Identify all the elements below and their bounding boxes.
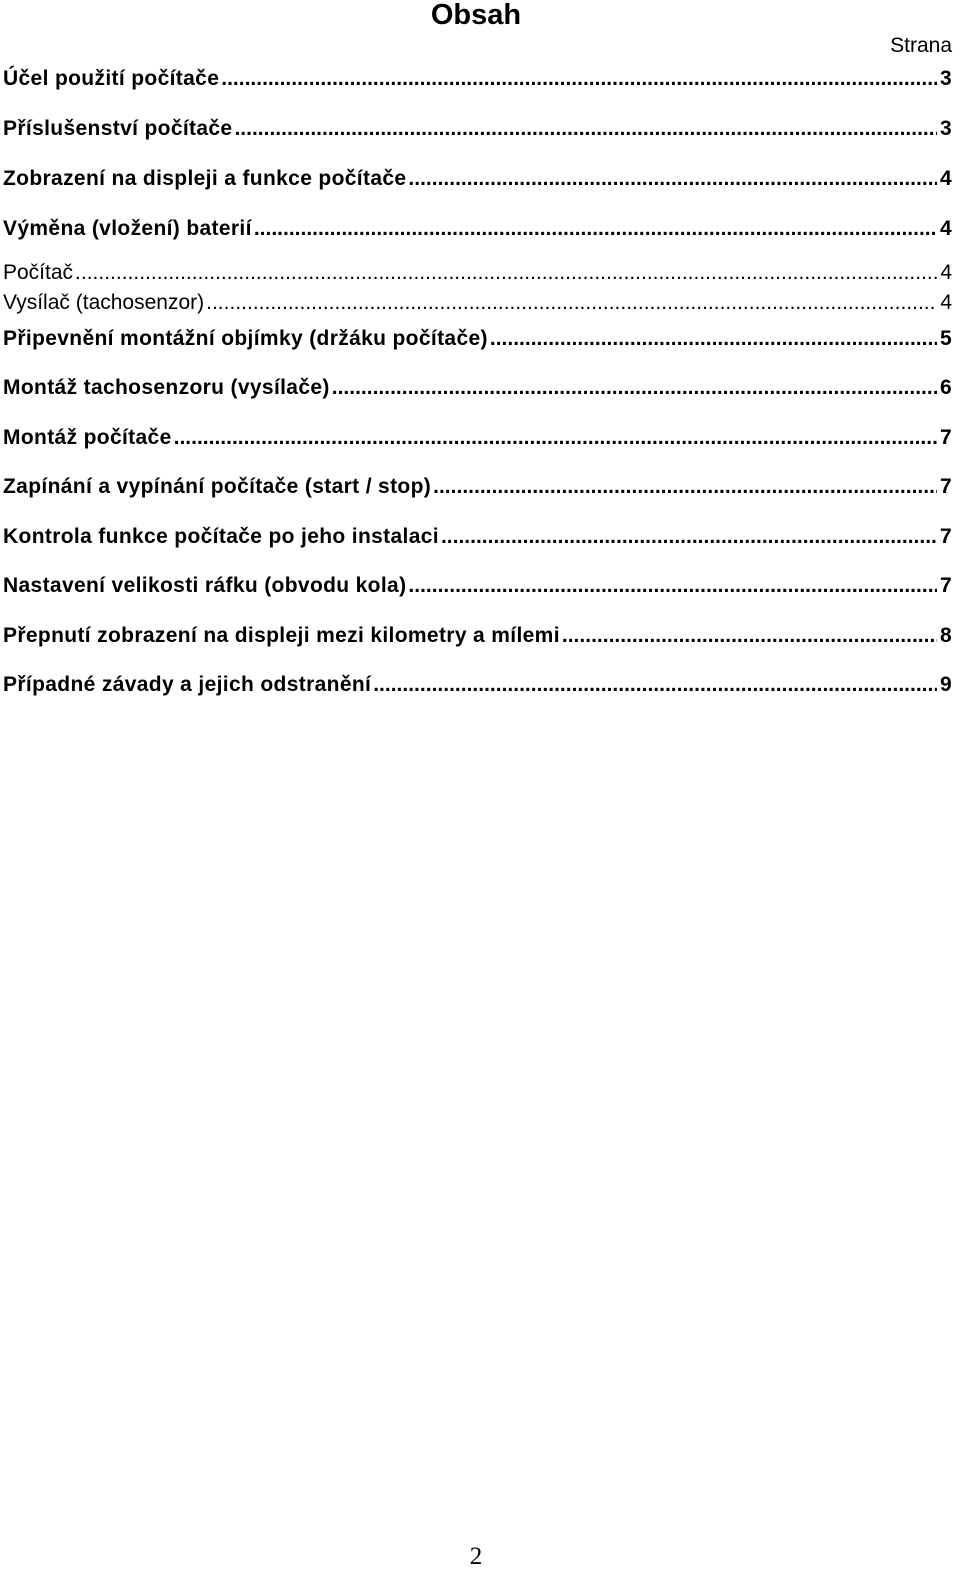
toc-entry-title: Kontrola funkce počítače po jeho instalaci — [3, 525, 439, 548]
toc-entry-page: 5 — [939, 327, 952, 350]
toc-entry[interactable] — [3, 571, 952, 601]
toc-entry-title: Připevnění montážní objímky (držáku počítače) — [3, 327, 488, 350]
page-column-label: Strana — [890, 34, 952, 57]
toc-entry-page: 8 — [939, 624, 952, 647]
toc-entry-page: 3 — [939, 67, 952, 90]
toc-entry-page: 7 — [939, 426, 952, 449]
toc-entry[interactable] — [3, 423, 952, 453]
toc-entry-page: 3 — [939, 117, 952, 140]
toc-entry[interactable] — [3, 288, 952, 318]
toc-entry-title: Účel použití počítače — [3, 67, 220, 90]
toc-leader-dots — [75, 258, 937, 288]
toc-entry-title: Příslušenství počítače — [3, 117, 233, 140]
toc-entry-page: 7 — [939, 574, 952, 597]
toc-entry[interactable] — [3, 621, 952, 651]
toc-entry-page: 7 — [939, 475, 952, 498]
toc-entry[interactable] — [3, 114, 952, 144]
toc-entry[interactable] — [3, 164, 952, 194]
toc-leader-dots — [332, 373, 937, 403]
toc-leader-dots — [254, 214, 937, 244]
toc-entry[interactable] — [3, 258, 952, 288]
toc-entry[interactable] — [3, 214, 952, 244]
toc-entry-title: Případné závady a jejich odstranění — [3, 673, 372, 696]
toc-leader-dots — [221, 64, 937, 94]
toc-leader-dots — [206, 288, 937, 318]
toc-entry[interactable] — [3, 324, 952, 354]
toc-entry-title: Montáž tachosenzoru (vysílače) — [3, 376, 330, 399]
toc-entry-page: 9 — [939, 673, 952, 696]
toc-leader-dots — [433, 472, 937, 502]
toc-entry[interactable] — [3, 373, 952, 403]
toc-entry-page: 7 — [939, 525, 952, 548]
toc-entry[interactable] — [3, 670, 952, 700]
toc-entry-title: Nastavení velikosti ráfku (obvodu kola) — [3, 574, 407, 597]
toc-leader-dots — [174, 423, 937, 453]
toc-entry-page: 4 — [940, 261, 952, 284]
toc-entry-page: 4 — [940, 291, 952, 314]
toc-entry-title: Výměna (vložení) baterií — [3, 217, 252, 240]
toc-leader-dots — [408, 571, 937, 601]
toc-entry-title: Vysílač (tachosenzor) — [3, 291, 205, 314]
toc-leader-dots — [441, 522, 937, 552]
toc-entry-title: Montáž počítače — [3, 426, 172, 449]
toc-entry[interactable] — [3, 522, 952, 552]
toc-leader-dots — [490, 324, 937, 354]
toc-leader-dots — [373, 670, 937, 700]
toc-entry-title: Zobrazení na displeji a funkce počítače — [3, 167, 407, 190]
toc-leader-dots — [408, 164, 937, 194]
toc-entry[interactable] — [3, 64, 952, 94]
toc-entry[interactable] — [3, 472, 952, 502]
page-title: Obsah — [430, 0, 522, 31]
page-number: 2 — [469, 1543, 483, 1570]
toc-leader-dots — [234, 114, 937, 144]
toc-entry-page: 4 — [939, 217, 952, 240]
toc-leader-dots — [562, 621, 937, 651]
toc-entry-page: 6 — [939, 376, 952, 399]
toc-entry-title: Přepnutí zobrazení na displeji mezi kilometry a mílemi — [3, 624, 560, 647]
toc-entry-title: Zapínání a vypínání počítače (start / stop) — [3, 475, 432, 498]
toc-entry-page: 4 — [939, 167, 952, 190]
toc-entry-title: Počítač — [3, 261, 74, 284]
